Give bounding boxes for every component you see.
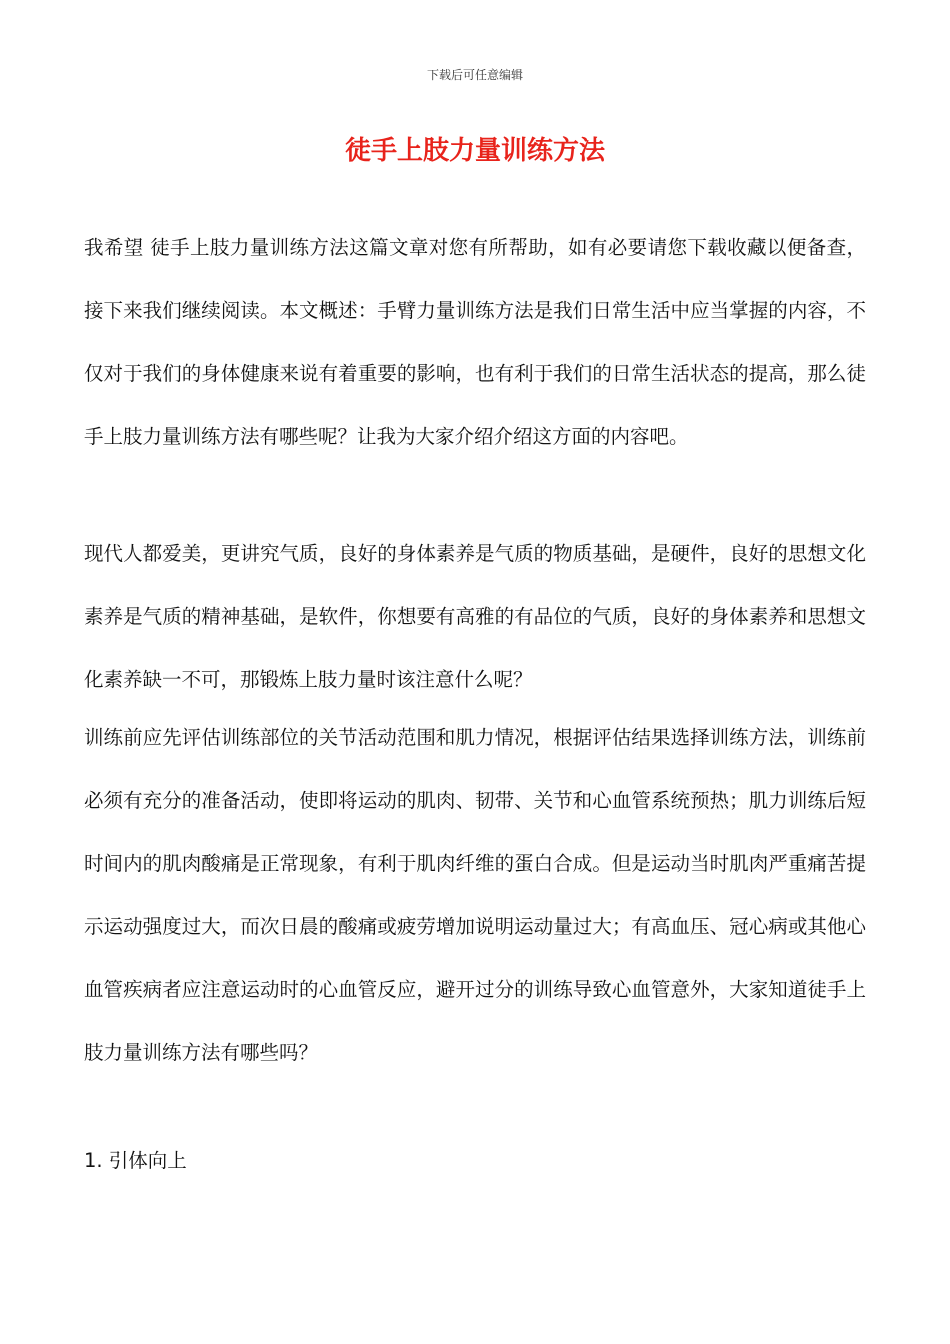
paragraph-precautions: 训练前应先评估训练部位的关节活动范围和肌力情况，根据评估结果选择训练方法，训练前必须有充分的准备活动，使即将运动的肌肉、韧带、关节和心血管系统预热；肌力训练后短时间内的肌肉酸痛是正常现象，有利于肌肉纤维的蛋白合成。但是运动当时肌肉严重痛苦提示运动强度过大，而次日晨的酸痛或疲劳增加说明运动量过大；有高血压、冠心病或其他心血管疾病者应注意运动时的心血管反应，避开过分的训练导致心血管意外，大家知道徒手上肢力量训练方法有哪些吗？ xyxy=(84,726,866,1064)
document-title: 徒手上肢力量训练方法 xyxy=(344,136,605,166)
list-item-pull-up: 1. 引体向上 xyxy=(84,1149,187,1172)
header-note: 下载后可任意编辑 xyxy=(426,68,523,82)
paragraph-intro: 我希望 徒手上肢力量训练方法这篇文章对您有所帮助，如有必要请您下载收藏以便备查，接下来我们继续阅读。本文概述：手臂力量训练方法是我们日常生活中应当掌握的内容，不仅对于我们的身体健康来说有着重要的影响，也有利于我们的日常生活状态的提高，那么徒手上肢力量训练方法有哪些呢？让我为大家介绍介绍这方面的内容吧。 xyxy=(84,236,866,448)
paragraph-temperament: 现代人都爱美，更讲究气质，良好的身体素养是气质的物质基础，是硬件，良好的思想文化素养是气质的精神基础，是软件，你想要有高雅的有品位的气质，良好的身体素养和思想文化素养缺一不可，那锻炼上肢力量时该注意什么呢？ xyxy=(84,542,866,691)
